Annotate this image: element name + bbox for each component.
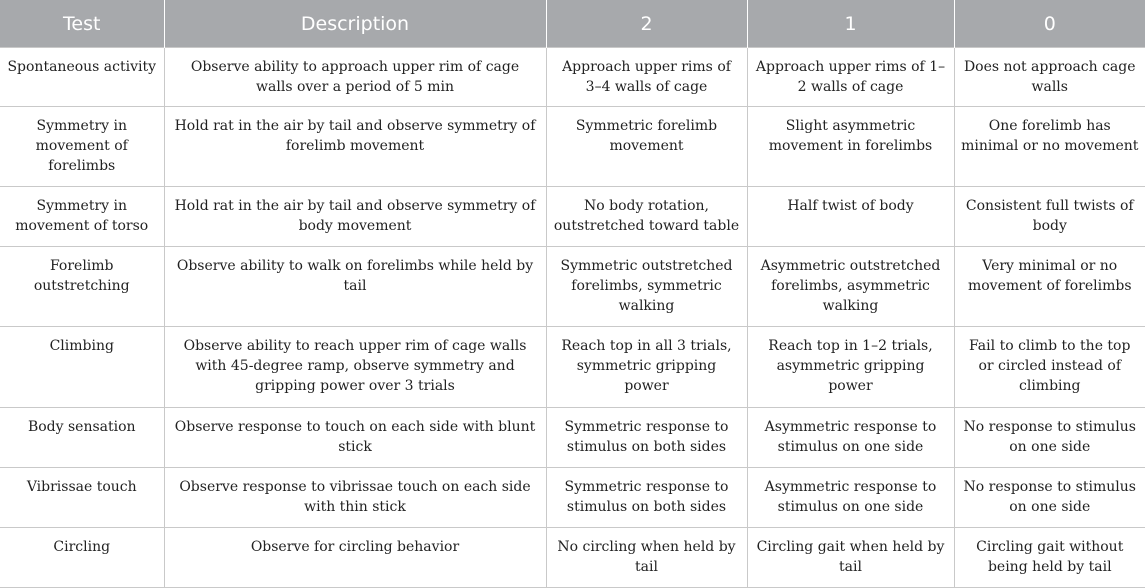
score-1-cell: Half twist of body [747,187,954,247]
score-2-cell: Symmetric outstretched forelimbs, symmetric walking [546,247,747,327]
test-cell: Symmetry in movement of torso [0,187,164,247]
description-cell: Observe response to vibrissae touch on each side with thin stick [164,468,546,528]
score-2-cell: No body rotation, outstretched toward table [546,187,747,247]
score-2-cell: Approach upper rims of 3–4 walls of cage [546,48,747,107]
score-2-cell: Symmetric forelimb movement [546,107,747,187]
test-cell: Vibrissae touch [0,468,164,528]
description-cell: Hold rat in the air by tail and observe symmetry of body movement [164,187,546,247]
score-0-cell: Circling gait without being held by tail [954,528,1145,588]
description-cell: Observe ability to reach upper rim of cage walls with 45-degree ramp, observe symmetry and gripping power over 3 trials [164,327,546,408]
score-0-cell: No response to stimulus on one side [954,468,1145,528]
score-2-cell: Symmetric response to stimulus on both sides [546,408,747,468]
header-test: Test [0,0,164,48]
score-1-cell: Slight asymmetric movement in forelimbs [747,107,954,187]
test-cell: Spontaneous activity [0,48,164,107]
table-row [0,48,1145,107]
score-2-cell: Reach top in all 3 trials, symmetric gripping power [546,327,747,408]
test-cell: Climbing [0,327,164,408]
score-2-cell: Symmetric response to stimulus on both sides [546,468,747,528]
score-1-cell: Asymmetric response to stimulus on one side [747,468,954,528]
header-score-0: 0 [954,0,1145,48]
score-0-cell: Very minimal or no movement of forelimbs [954,247,1145,327]
header-description: Description [164,0,546,48]
score-2-cell: No circling when held by tail [546,528,747,588]
score-1-cell: Circling gait when held by tail [747,528,954,588]
header-row [0,0,1145,48]
description-cell: Observe for circling behavior [164,528,546,588]
test-cell: Forelimb outstretching [0,247,164,327]
test-cell: Body sensation [0,408,164,468]
score-1-cell: Asymmetric response to stimulus on one side [747,408,954,468]
description-cell: Observe response to touch on each side with blunt stick [164,408,546,468]
table-row [0,468,1145,528]
table-row [0,408,1145,468]
score-0-cell: Does not approach cage walls [954,48,1145,107]
table-row [0,247,1145,327]
table-row [0,528,1145,588]
description-cell: Observe ability to approach upper rim of cage walls over a period of 5 min [164,48,546,107]
header-score-2: 2 [546,0,747,48]
score-0-cell: One forelimb has minimal or no movement [954,107,1145,187]
score-0-cell: Fail to climb to the top or circled instead of climbing [954,327,1145,408]
score-1-cell: Approach upper rims of 1–2 walls of cage [747,48,954,107]
score-0-cell: No response to stimulus on one side [954,408,1145,468]
score-1-cell: Reach top in 1–2 trials, asymmetric gripping power [747,327,954,408]
table-row [0,187,1145,247]
header-score-1: 1 [747,0,954,48]
table-row [0,107,1145,187]
score-0-cell: Consistent full twists of body [954,187,1145,247]
test-cell: Circling [0,528,164,588]
table-row [0,327,1145,408]
description-cell: Hold rat in the air by tail and observe symmetry of forelimb movement [164,107,546,187]
test-cell: Symmetry in movement of forelimbs [0,107,164,187]
score-1-cell: Asymmetric outstretched forelimbs, asymmetric walking [747,247,954,327]
description-cell: Observe ability to walk on forelimbs while held by tail [164,247,546,327]
